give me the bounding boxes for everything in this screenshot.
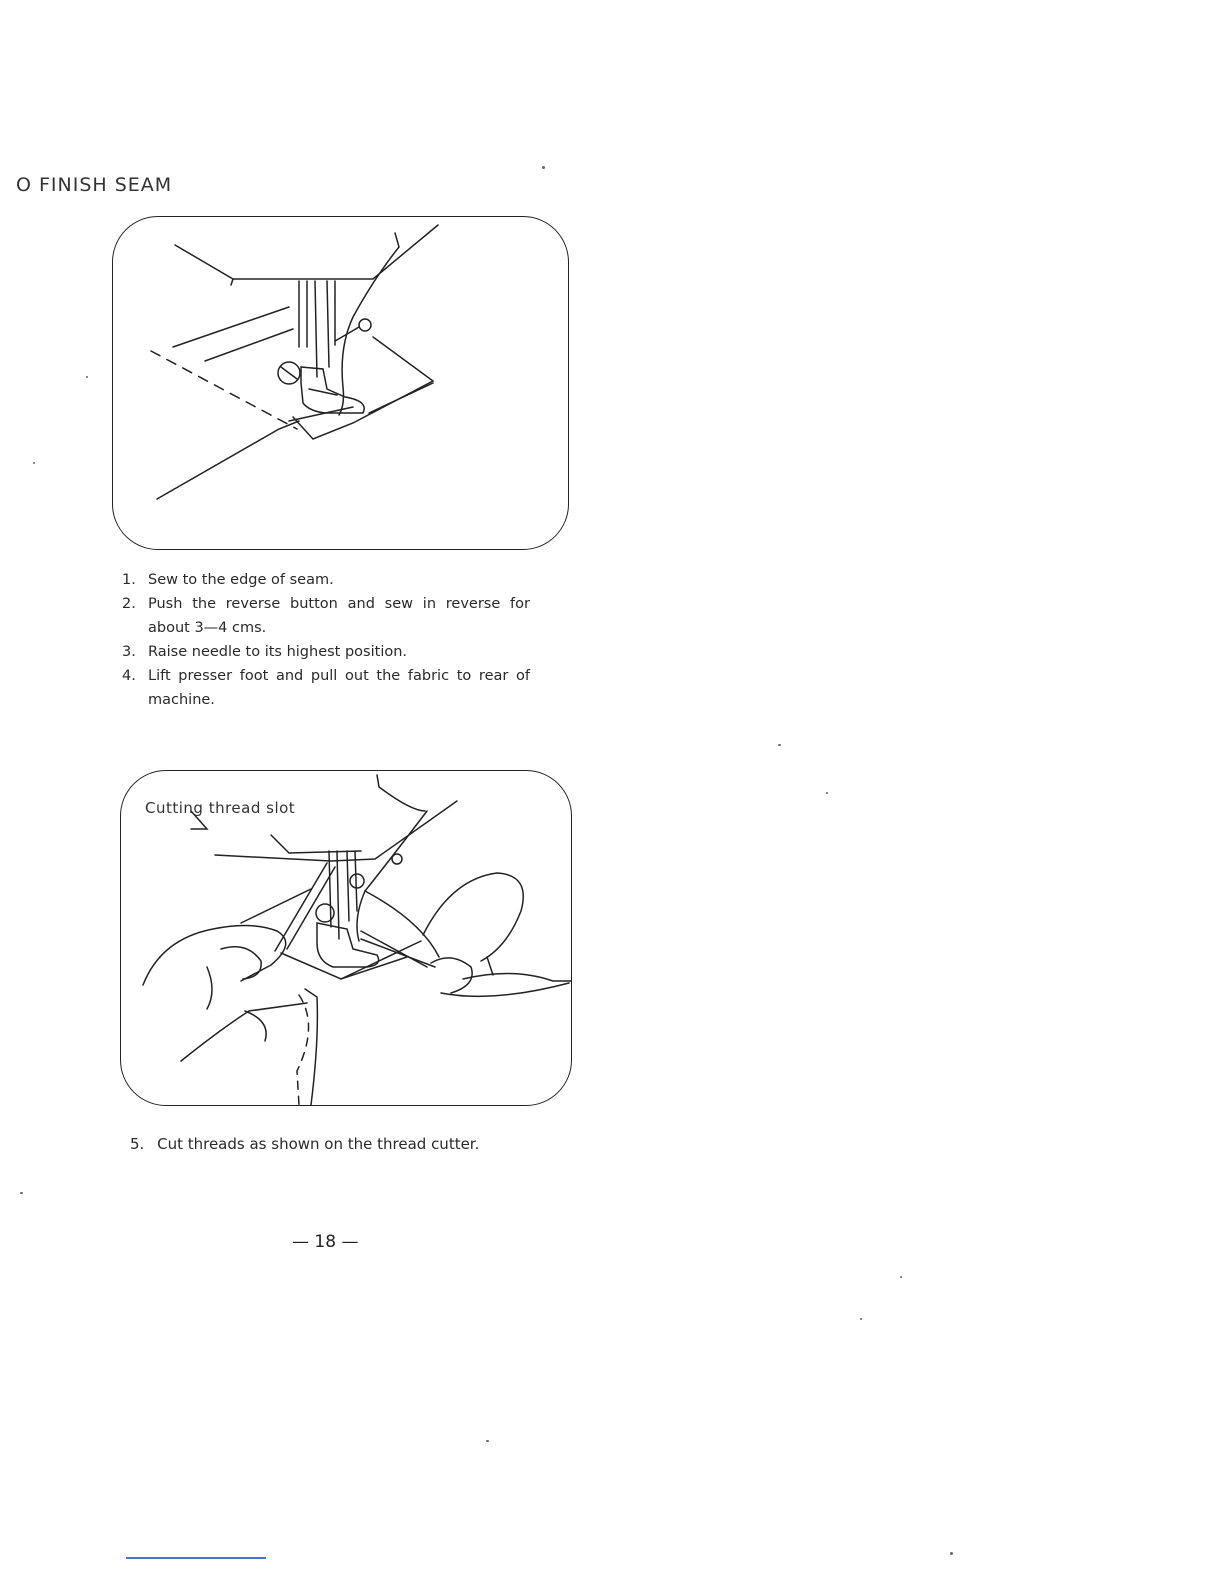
step-text: Raise needle to its highest position.: [148, 644, 408, 660]
sewing-machine-foot-illustration: [113, 217, 568, 549]
step-text: Lift presser foot and pull out the fabric to rear of machine.: [148, 668, 530, 708]
step-item: [122, 640, 530, 664]
page-number: — 18 —: [292, 1232, 359, 1252]
thread-cutting-illustration: [121, 771, 571, 1105]
scan-speck: [826, 792, 828, 794]
step-item: [122, 592, 530, 640]
section-heading: O FINISH SEAM: [16, 174, 173, 196]
scan-speck: [542, 166, 545, 169]
step-text: Cut threads as shown on the thread cutter.: [157, 1135, 480, 1153]
step-number: 2.: [122, 596, 136, 612]
step-item: [122, 568, 530, 592]
step-number: 5.: [130, 1135, 145, 1153]
scan-speck: [900, 1276, 902, 1278]
scan-speck: [860, 1318, 862, 1320]
scan-speck: [86, 376, 88, 378]
cutting-thread-slot-label: Cutting thread slot: [145, 799, 296, 817]
scan-edge-mark: [126, 1557, 266, 1559]
step-item: [122, 664, 530, 712]
step-text: Sew to the edge of seam.: [148, 572, 334, 588]
step-text: Push the reverse button and sew in reverse for about 3—4 cms.: [148, 596, 530, 636]
step-item-5: [130, 1132, 538, 1156]
scan-speck: [20, 1192, 23, 1194]
scan-speck: [486, 1440, 489, 1442]
step-number: 1.: [122, 572, 136, 588]
scan-speck: [950, 1552, 953, 1555]
step-number: 4.: [122, 668, 136, 684]
step-number: 3.: [122, 644, 136, 660]
figure-sew-to-edge: [112, 216, 569, 550]
instruction-steps: [122, 568, 530, 712]
scan-speck: [778, 744, 781, 746]
scan-speck: [33, 462, 35, 464]
figure-cut-threads: [120, 770, 572, 1106]
